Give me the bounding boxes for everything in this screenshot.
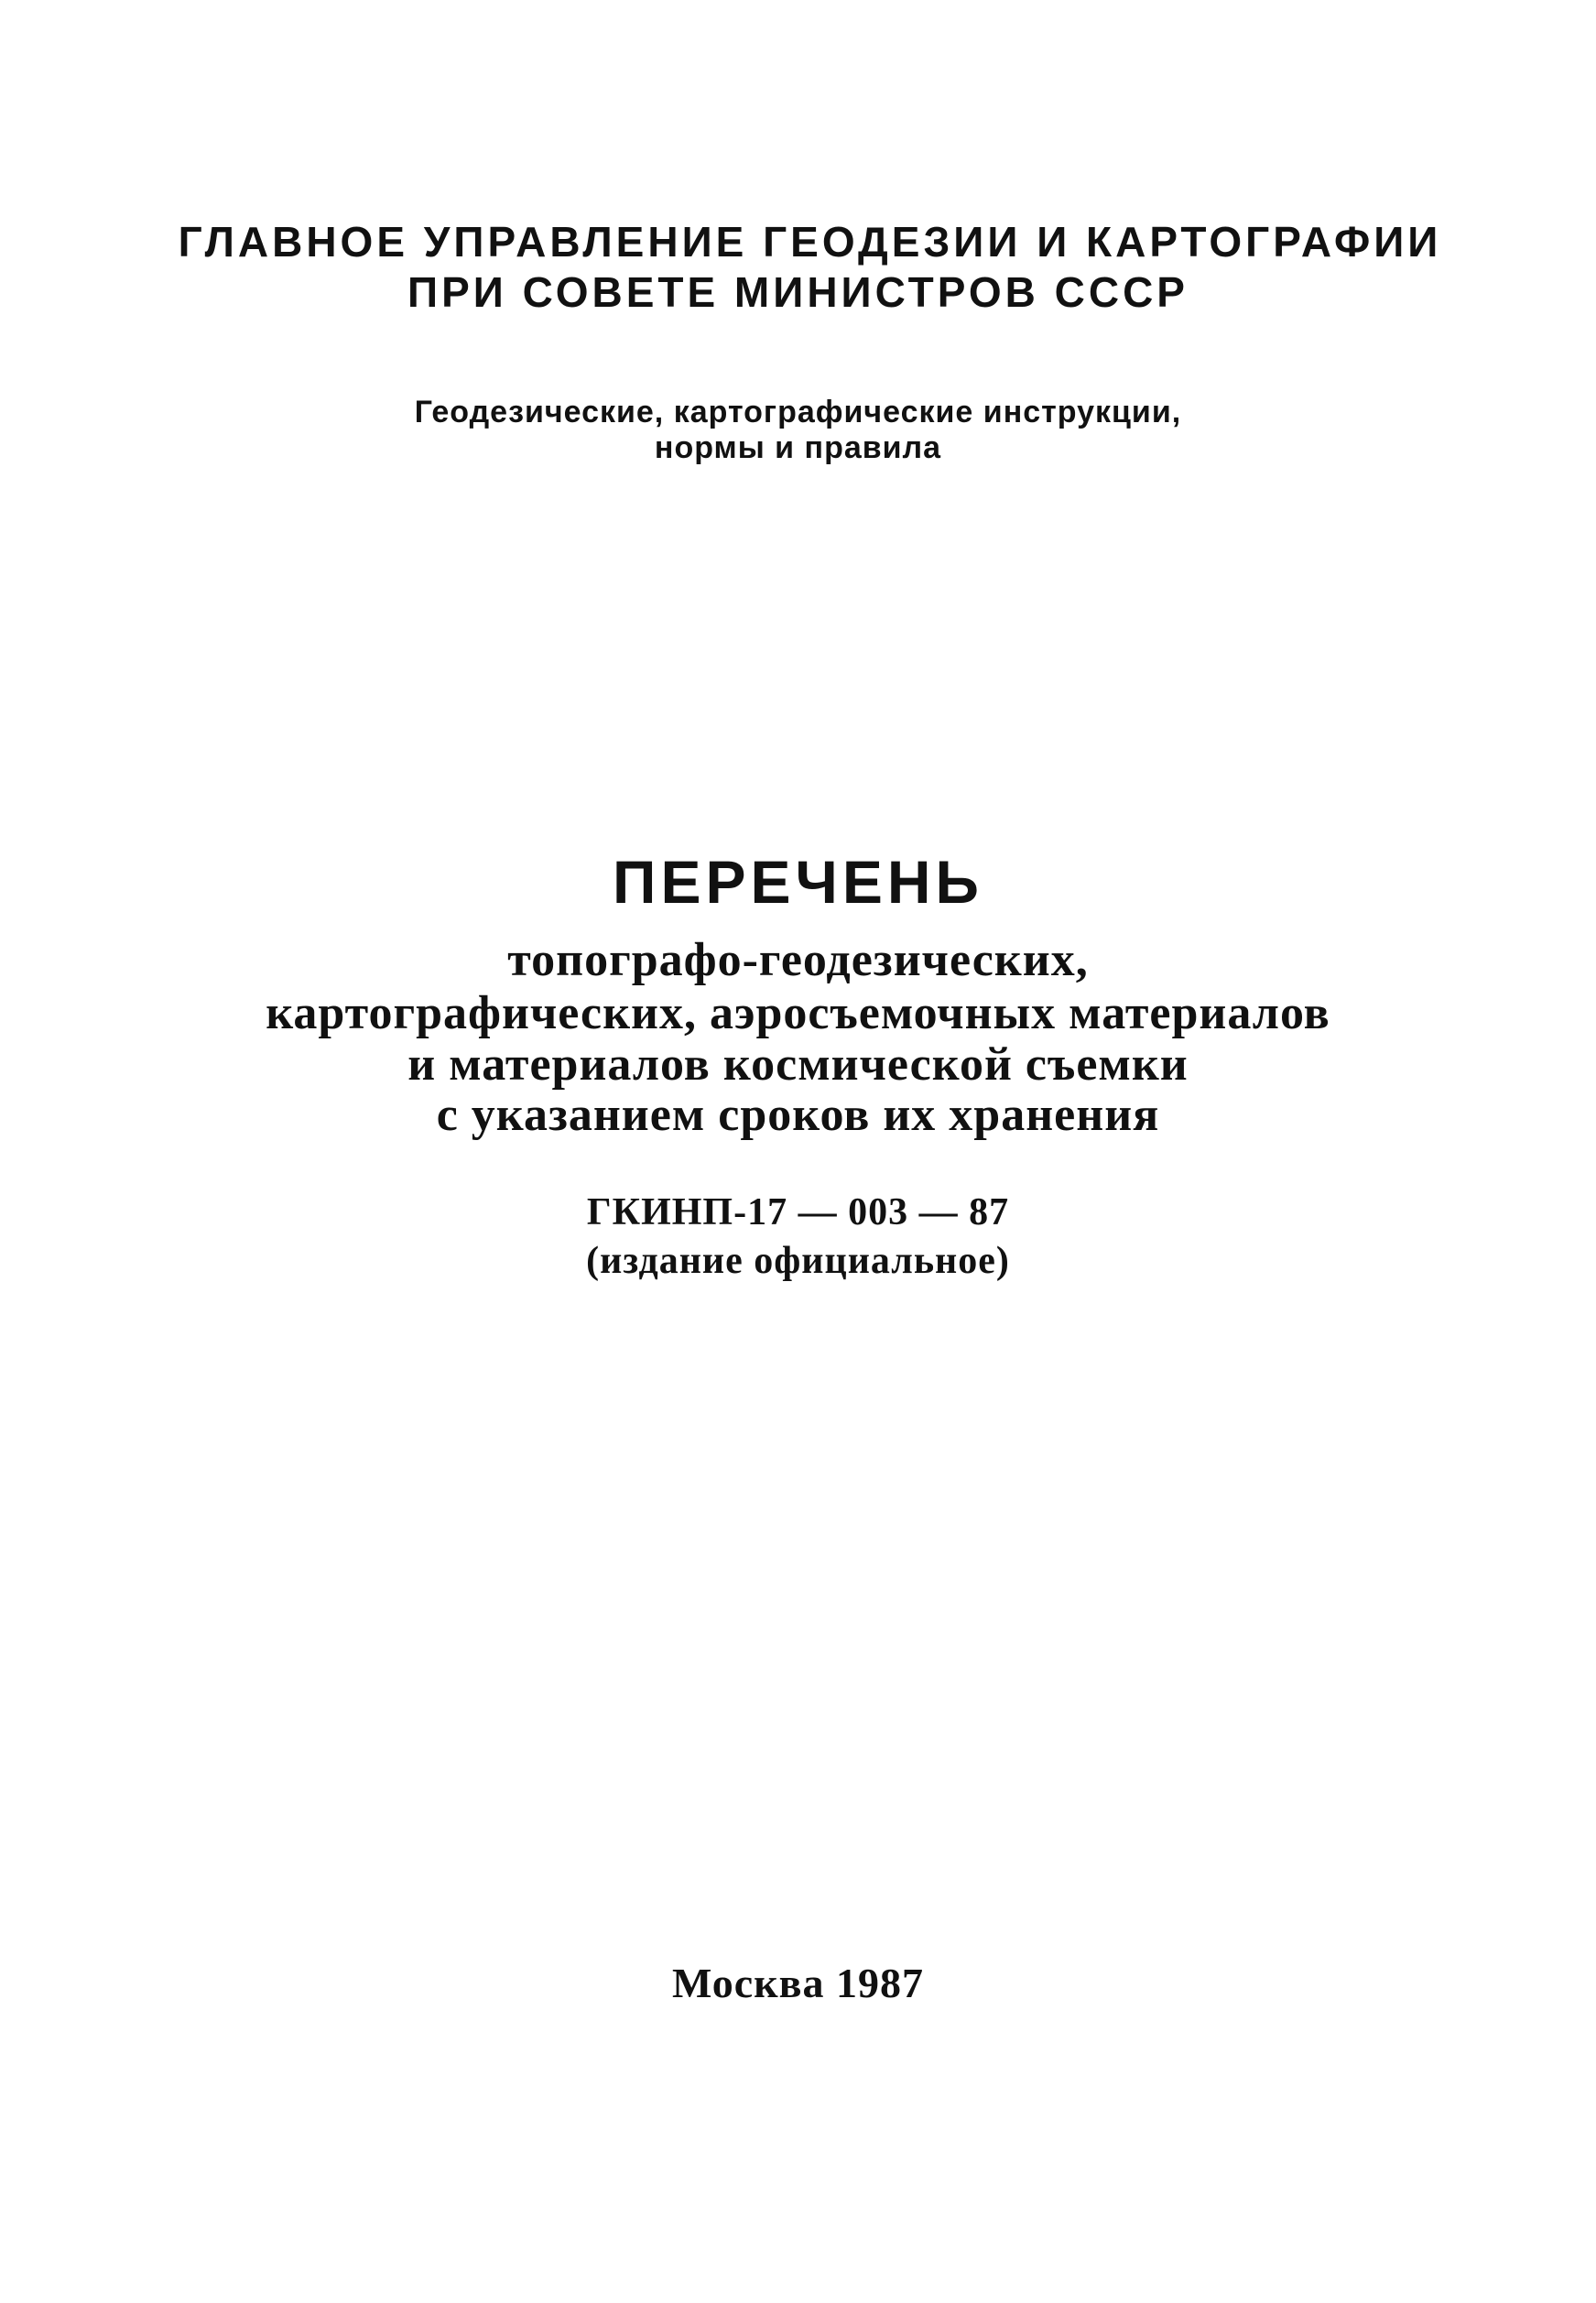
subtitle-line-3: и материалов космической съемки <box>407 1038 1189 1091</box>
edition-note: (издание официальное) <box>586 1240 1010 1282</box>
subtitle-line-1: топографо-геодезических, <box>507 934 1089 986</box>
subtitle-line-4: с указанием сроков их хранения <box>436 1089 1160 1141</box>
agency-name-line-1: ГЛАВНОЕ УПРАВЛЕНИЕ ГЕОДЕЗИИ И КАРТОГРАФИИ <box>178 218 1442 266</box>
subtitle-line-2: картографических, аэросъемочных материалов <box>266 987 1330 1039</box>
agency-name-line-2: ПРИ СОВЕТЕ МИНИСТРОВ СССР <box>407 268 1189 316</box>
document-title: ПЕРЕЧЕНЬ <box>613 848 983 916</box>
document-code: ГКИНП-17 — 003 — 87 <box>586 1191 1010 1233</box>
imprint-city-year: Москва 1987 <box>671 1960 925 2006</box>
series-line-2: нормы и правила <box>654 430 942 465</box>
series-line-1: Геодезические, картографические инструкции, <box>414 395 1182 429</box>
